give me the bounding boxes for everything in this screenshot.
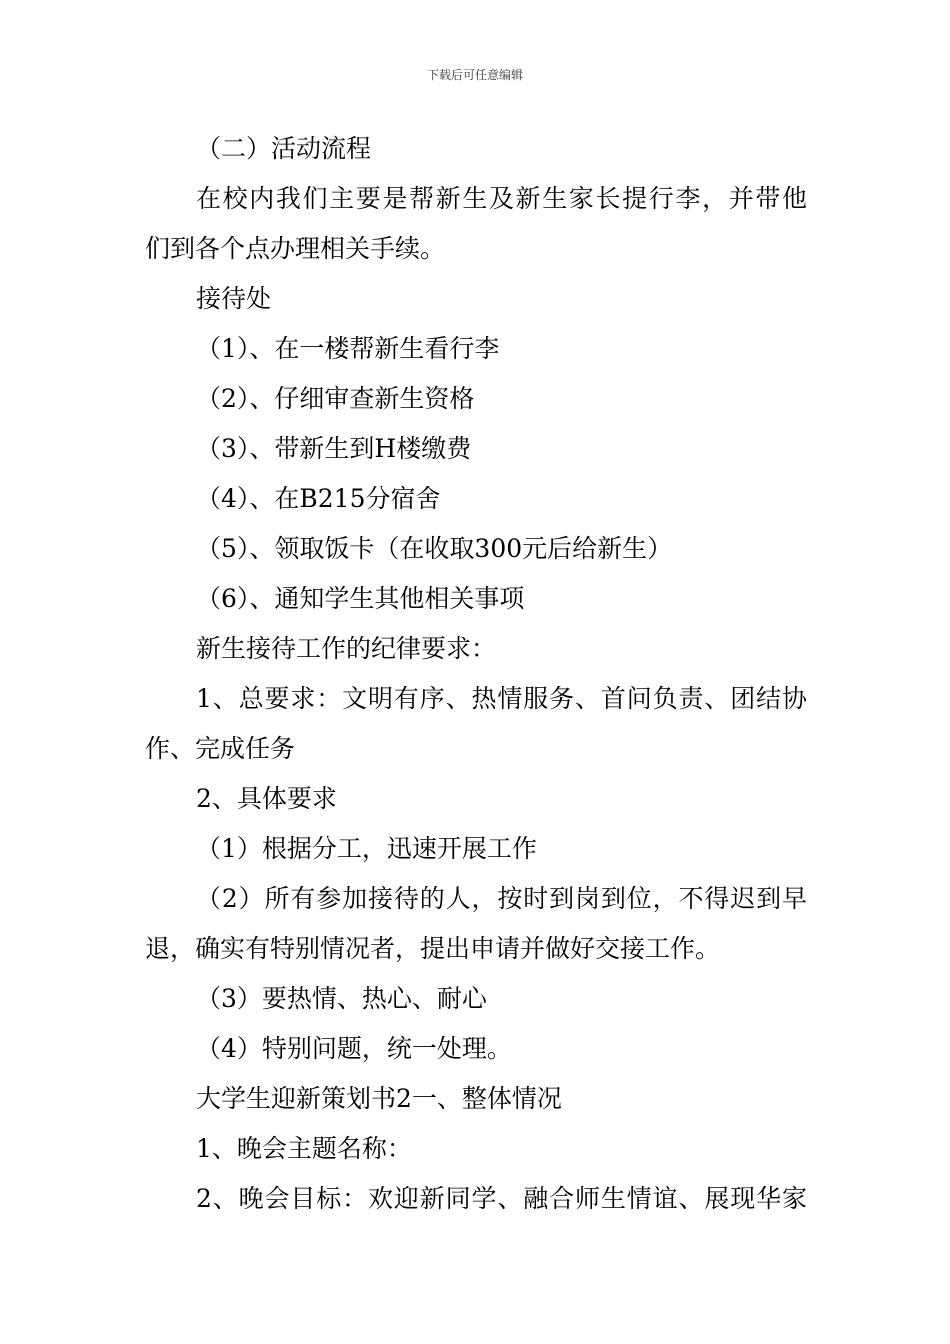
paragraph-line: 1、总要求：文明有序、热情服务、首问负责、团结协 xyxy=(196,684,807,713)
paragraph-line: 在校内我们主要是帮新生及新生家长提行李，并带他 xyxy=(196,184,807,213)
section-heading-activity-flow: （二）活动流程 xyxy=(196,134,372,163)
list-item: （5）、领取饭卡（在收取300元后给新生） xyxy=(196,534,673,563)
paragraph-line: 们到各个点办理相关手续。 xyxy=(145,234,446,263)
list-item: （1）、在一楼帮新生看行李 xyxy=(196,334,500,363)
section-heading-plan-2: 大学生迎新策划书2一、整体情况 xyxy=(196,1084,562,1113)
list-item: （1）根据分工，迅速开展工作 xyxy=(196,834,537,863)
list-item: （4）、在B215分宿舍 xyxy=(196,484,441,513)
subheading-discipline: 新生接待工作的纪律要求： xyxy=(196,634,497,663)
subheading-specific: 2、具体要求 xyxy=(196,784,337,813)
paragraph-line: 退，确实有特别情况者，提出申请并做好交接工作。 xyxy=(145,934,721,963)
paragraph-line: 2、晚会目标：欢迎新同学、融合师生情谊、展现华家 xyxy=(196,1184,807,1213)
list-item: （6）、通知学生其他相关事项 xyxy=(196,584,525,613)
page-header-note: 下载后可任意编辑 xyxy=(426,68,523,82)
document-body xyxy=(145,124,807,1224)
list-item: （3）要热情、热心、耐心 xyxy=(196,984,487,1013)
subheading-reception: 接待处 xyxy=(196,284,272,313)
paragraph-line: 1、晚会主题名称： xyxy=(196,1134,412,1163)
list-item: （2）所有参加接待的人，按时到岗到位，不得迟到早 xyxy=(196,884,807,913)
list-item: （4）特别问题，统一处理。 xyxy=(196,1034,512,1063)
paragraph-line: 作、完成任务 xyxy=(145,734,296,763)
list-item: （3）、带新生到H楼缴费 xyxy=(196,434,472,463)
list-item: （2）、仔细审查新生资格 xyxy=(196,384,475,413)
